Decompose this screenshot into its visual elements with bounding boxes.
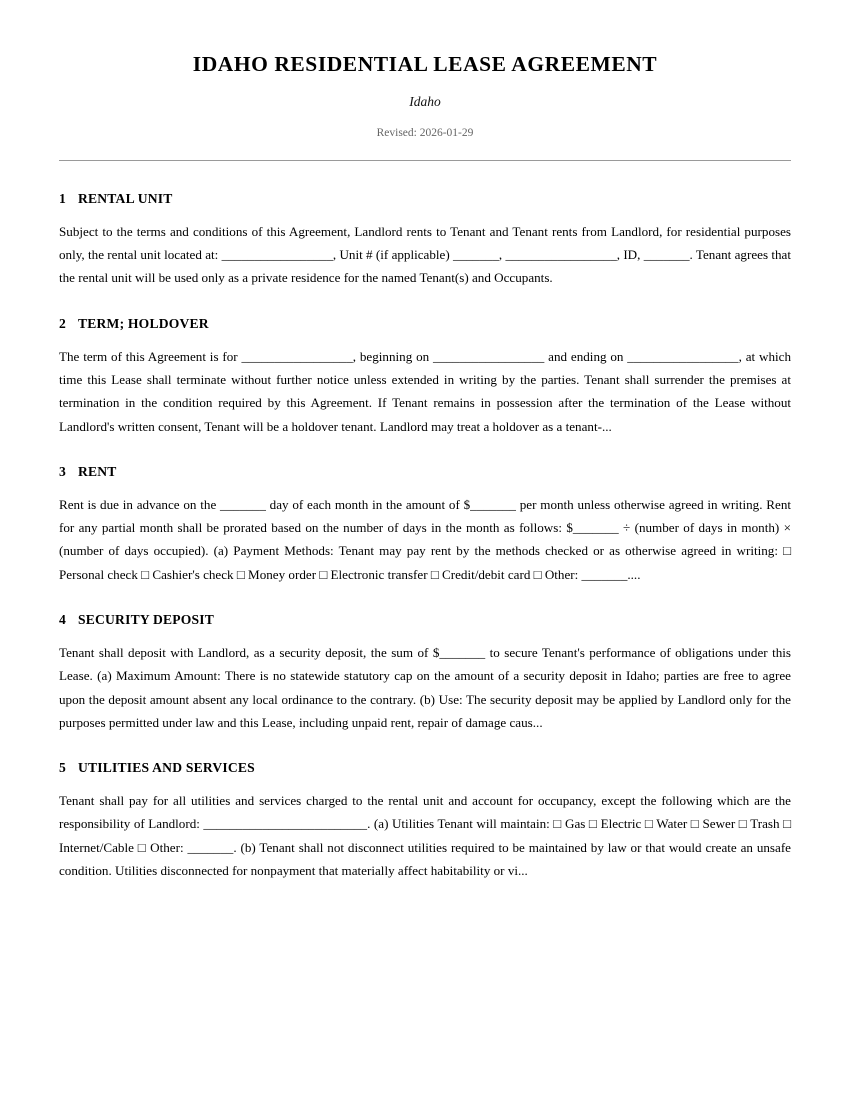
section-heading — [59, 612, 791, 628]
section-heading — [59, 464, 791, 480]
document-body — [59, 0, 791, 882]
section-rent — [59, 464, 791, 586]
section-title: RENTAL UNIT — [78, 190, 173, 206]
section-utilities-and-services — [59, 760, 791, 882]
section-paragraph: The term of this Agreement is for _________________, beginning on _________________ and ending on _________________, at which time this Lease shall terminate without further notice unless extended in writing by the parties. Tenant shall surrender the premises at termination in the condition required by this Agreement. If Tenant remains in possession after the termination of the Lease without Landlord's written consent, Tenant will be a holdover tenant. Landlord may treat a holdover as a tenant-... — [59, 348, 791, 434]
document-subtitle: Idaho — [409, 93, 441, 109]
section-title: TERM; HOLDOVER — [78, 315, 209, 331]
section-number: 3 — [59, 463, 66, 479]
section-security-deposit — [59, 612, 791, 734]
document-revised-date: Revised: 2026-01-29 — [376, 126, 474, 139]
section-heading — [59, 191, 791, 207]
section-title: SECURITY DEPOSIT — [78, 611, 215, 627]
section-number: 5 — [59, 760, 66, 776]
section-number: 1 — [59, 190, 66, 206]
section-heading — [59, 316, 791, 332]
section-term-holdover — [59, 316, 791, 438]
section-title: UTILITIES AND SERVICES — [78, 760, 255, 776]
section-paragraph: Subject to the terms and conditions of this Agreement, Landlord rents to Tenant and Tenant rents from Landlord, for residential purposes only, the rental unit located at: _________________, Unit # (if applicable) _______, _________________, ID, _______. Tenant agrees that the rental unit will be used only as a private residence for the named Tenant(s) and Occupants. — [59, 223, 791, 286]
section-paragraph: Tenant shall pay for all utilities and services charged to the rental unit and account for occupancy, except the following which are the responsibility of Landlord: _________________________. (a) Utilities Tenant will maintain: □ Gas □ Electric □ Water □ Sewer □ Trash □ Internet/Cable □ Other: _______. (b) Tenant shall not disconnect utilities required to be maintained by law or that would create an unsafe condition. Utilities disconnected for nonpayment that materially affect habitability or vi... — [59, 793, 791, 879]
section-number: 2 — [59, 315, 66, 331]
section-paragraph: Rent is due in advance on the _______ day of each month in the amount of $_______ per month unless otherwise agreed in writing. Rent for any partial month shall be prorated based on the number of days in the month as follows: $_______ ÷ (number of days in month) × (number of days occupied). (a) Payment Methods: Tenant may pay rent by the methods checked or as otherwise agreed in writing: □ Personal check □ Cashier's check □ Money order □ Electronic transfer □ Credit/debit card □ Other: _______.... — [59, 496, 791, 582]
section-number: 4 — [59, 611, 66, 627]
section-paragraph: Tenant shall deposit with Landlord, as a security deposit, the sum of $_______ to secure Tenant's performance of obligations under this Lease. (a) Maximum Amount: There is no statewide statutory cap on the amount of a security deposit in Idaho; parties are free to agree upon the deposit amount absent any local ordinance to the contrary. (b) Use: The security deposit may be applied by Landlord only for the purposes permitted under law and this Lease, including unpaid rent, repair of damage caus... — [59, 644, 791, 730]
section-heading — [59, 760, 791, 776]
section-rental-unit — [59, 191, 791, 290]
section-title: RENT — [78, 463, 117, 479]
header-divider — [59, 160, 791, 161]
page-title: IDAHO RESIDENTIAL LEASE AGREEMENT — [192, 52, 658, 76]
